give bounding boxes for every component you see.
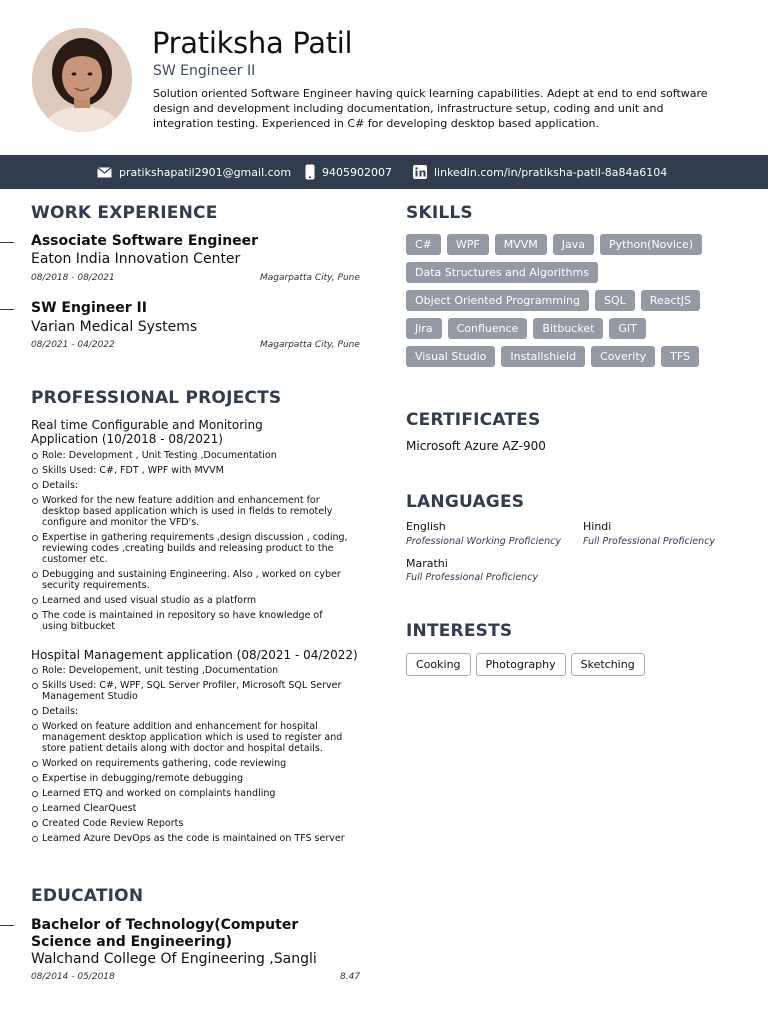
timeline-marker [0, 309, 14, 310]
timeline-marker [0, 925, 14, 926]
skill-tag: SQL [595, 290, 635, 311]
certificate-item: Microsoft Azure AZ-900 [406, 439, 546, 453]
list-item: Role: Developement, unit testing ,Documentation [31, 665, 349, 676]
project-title: Real time Configurable and Monitoring Application (10/2018 - 08/2021) [31, 418, 263, 446]
education-heading: EDUCATION [31, 886, 144, 906]
projects-heading: PROFESSIONAL PROJECTS [31, 388, 282, 408]
job-title: Associate Software Engineer [31, 233, 259, 249]
school-name: Walchand College Of Engineering ,Sangli [31, 951, 317, 967]
skill-tag: Jira [406, 318, 442, 339]
list-item: Skills Used: C#, FDT , WPF with MVVM [31, 465, 349, 476]
job-dates: 08/2021 - 04/2022 [31, 340, 115, 350]
skills-list [406, 234, 726, 367]
certificates-heading: CERTIFICATES [406, 410, 541, 430]
email-text: pratikshapatil2901@gmail.com [119, 165, 292, 179]
project-bullets [31, 665, 349, 844]
job-dates: 08/2018 - 08/2021 [31, 273, 115, 283]
skill-tag: Confluence [448, 318, 528, 339]
skill-tag: Object Oriented Programming [406, 290, 589, 311]
list-item: Learned ETQ and worked on complaints handling [31, 788, 349, 799]
list-item: Details: [31, 706, 349, 717]
contact-phone[interactable] [305, 155, 392, 189]
language-name: Marathi [406, 557, 448, 570]
linkedin-icon [413, 165, 427, 179]
candidate-title: SW Engineer II [153, 63, 256, 79]
list-item: Details: [31, 480, 349, 491]
list-item: Learned ClearQuest [31, 803, 349, 814]
job-location: Magarpatta City, Pune [260, 273, 360, 283]
list-item: The code is maintained in repository so have knowledge of using bitbucket [31, 610, 349, 632]
list-item: Expertise in gathering requirements ,design discussion , coding, reviewing codes ,creating builds and releasing product to the customer etc. [31, 532, 349, 565]
timeline-marker [0, 242, 14, 243]
interests-list [406, 653, 645, 676]
language-name: English [406, 520, 446, 533]
interest-tag: Photography [476, 653, 566, 676]
language-level: Professional Working Proficiency [406, 536, 561, 547]
list-item: Worked for the new feature addition and enhancement for desktop based application which is used in fields to remotely configure and monitor the VFD's. [31, 495, 349, 528]
profile-photo [32, 28, 132, 132]
list-item: Worked on feature addition and enhancement for hospital management desktop application which is used to register and store patient details along with doctor and hospital details. [31, 721, 349, 754]
skill-tag: TFS [661, 346, 699, 367]
skill-tag: Java [553, 234, 594, 255]
languages-heading: LANGUAGES [406, 492, 525, 512]
contact-bar [0, 155, 768, 189]
skills-heading: SKILLS [406, 203, 473, 223]
job-company: Eaton India Innovation Center [31, 251, 241, 267]
contact-linkedin[interactable] [413, 155, 667, 189]
project-block [31, 418, 349, 636]
language-level: Full Professional Proficiency [583, 536, 716, 547]
job-company: Varian Medical Systems [31, 319, 198, 335]
skill-tag: ReactJS [641, 290, 700, 311]
skill-tag: Installshield [501, 346, 585, 367]
education-grade: 8.47 [340, 972, 361, 982]
job-title: SW Engineer II [31, 300, 147, 316]
list-item: Learned and used visual studio as a platform [31, 595, 349, 606]
language-level: Full Professional Proficiency [406, 572, 539, 583]
skill-tag: Python(Novice) [600, 234, 702, 255]
skill-tag: WPF [447, 234, 489, 255]
list-item: Created Code Review Reports [31, 818, 349, 829]
project-title: Hospital Management application (08/2021 - 04/2022) [31, 648, 358, 662]
list-item: Expertise in debugging/remote debugging [31, 773, 349, 784]
work-experience-heading: WORK EXPERIENCE [31, 203, 218, 223]
interest-tag: Sketching [571, 653, 645, 676]
linkedin-text: linkedin.com/in/pratiksha-patil-8a84a6104 [434, 165, 668, 179]
interests-heading: INTERESTS [406, 621, 513, 641]
education-dates: 08/2014 - 05/2018 [31, 972, 115, 982]
skill-tag: MVVM [495, 234, 547, 255]
summary: Solution oriented Software Engineer having quick learning capabilities. Adept at end to end software design and development including documentation, infrastructure setup, coding and unit and integration testing. Experienced in C# for developing desktop based application. [153, 87, 708, 130]
skill-tag: GIT [609, 318, 646, 339]
phone-icon [305, 164, 315, 180]
skill-tag: Coverity [591, 346, 655, 367]
skill-tag: C# [406, 234, 441, 255]
interest-tag: Cooking [406, 653, 471, 676]
skill-tag: Visual Studio [406, 346, 495, 367]
phone-text: 9405902007 [322, 165, 392, 179]
degree-title: Bachelor of Technology(Computer Science and Engineering) [31, 917, 299, 950]
job-location: Magarpatta City, Pune [260, 340, 360, 350]
list-item: Worked on requirements gathering, code reviewing [31, 758, 349, 769]
envelope-icon [97, 167, 112, 178]
project-bullets [31, 450, 349, 632]
list-item: Role: Development , Unit Testing ,Documentation [31, 450, 349, 461]
list-item: Skills Used: C#, WPF, SQL Server Profiler, Microsoft SQL Server Management Studio [31, 680, 349, 702]
skill-tag: Bitbucket [533, 318, 603, 339]
project-block [31, 648, 358, 848]
language-name: Hindi [583, 520, 612, 533]
list-item: Debugging and sustaining Engineering. Also , worked on cyber security requirements. [31, 569, 349, 591]
candidate-name: Pratiksha Patil [152, 26, 353, 60]
contact-email[interactable] [97, 155, 291, 189]
skill-tag: Data Structures and Algorithms [406, 262, 598, 283]
list-item: Learned Azure DevOps as the code is maintained on TFS server [31, 833, 349, 844]
